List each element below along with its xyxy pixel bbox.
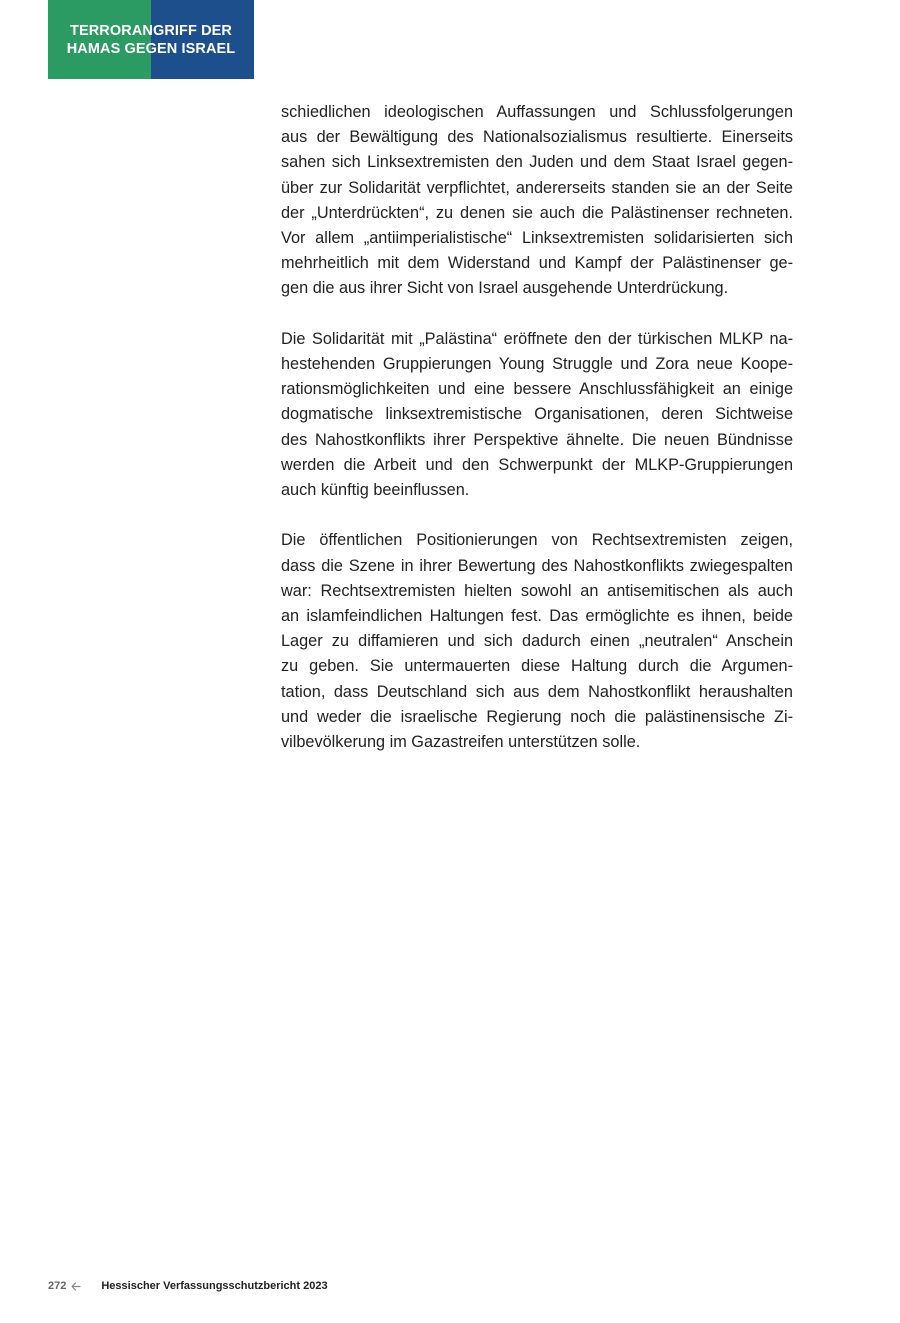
text-line: Die öffentlichen Positionierungen von Rechtsextremisten zeigen,: [281, 531, 793, 550]
paragraph-1: [281, 100, 793, 302]
text-line: Vor allem „antiimperialistische“ Linksextremisten solidarisierten sich: [281, 229, 793, 248]
text-line: an islamfeindlichen Haltungen fest. Das ermöglichte es ihnen, beide: [281, 607, 793, 626]
text-line: tation, dass Deutschland sich aus dem Nahostkonflikt heraushalten: [281, 682, 793, 701]
text-line: Die Solidarität mit „Palästina“ eröffnete den der türkischen MLKP na-: [281, 329, 793, 348]
text-line: hestehenden Gruppierungen Young Struggle und Zora neue Koope-: [281, 355, 793, 374]
report-title: Hessischer Verfassungsschutzbericht 2023: [101, 1280, 328, 1292]
text-line: über zur Solidarität verpflichtet, andererseits standen sie an der Seite: [281, 178, 793, 197]
paragraph-3: [281, 528, 793, 755]
paragraph-2: [281, 327, 793, 503]
page-footer: [48, 1278, 328, 1294]
text-line: dass die Szene in ihrer Bewertung des Nahostkonflikts zwiegespalten: [281, 556, 793, 575]
arrow-left-icon[interactable]: [71, 1282, 81, 1291]
text-line: gen die aus ihrer Sicht von Israel ausgehende Unterdrückung.: [281, 279, 729, 298]
text-line: und weder die israelische Regierung noch die palästinensische Zi-: [281, 707, 793, 726]
text-line: Lager zu diffamieren und sich dadurch einen „neutralen“ Anschein: [281, 632, 793, 651]
arrow-left-icon-glyph: [71, 1282, 81, 1291]
text-line: rationsmöglichkeiten und eine bessere Anschlussfähigkeit an einige: [281, 380, 793, 399]
text-line: sahen sich Linksextremisten den Juden und dem Staat Israel gegen-: [281, 153, 793, 172]
text-line: zu geben. Sie untermauerten diese Haltung durch die Argumen-: [281, 657, 793, 676]
text-line: war: Rechtsextremisten hielten sowohl an antisemitischen als auch: [281, 581, 793, 600]
chapter-title-line-1: TERRORANGRIFF DER: [70, 22, 232, 39]
text-line: werden die Arbeit und den Schwerpunkt der MLKP-Gruppierungen: [281, 455, 793, 474]
chapter-title-line-2: HAMAS GEGEN ISRAEL: [66, 40, 236, 57]
text-line: des Nahostkonflikts ihrer Perspektive ähnelte. Die neuen Bündnisse: [281, 430, 793, 449]
text-line: dogmatische linksextremistische Organisationen, deren Sichtweise: [281, 405, 793, 424]
text-line: mehrheitlich mit dem Widerstand und Kampf der Palästinenser ge-: [281, 254, 793, 273]
text-line: aus der Bewältigung des Nationalsozialismus resultierte. Einerseits: [281, 128, 793, 147]
text-line: vilbevölkerung im Gazastreifen unterstützen solle.: [281, 733, 641, 752]
page-number: 272: [48, 1280, 67, 1292]
chapter-tab: [48, 0, 254, 79]
text-line: auch künftig beeinflussen.: [281, 481, 470, 500]
text-line: der „Unterdrückten“, zu denen sie auch die Palästinenser rechneten.: [281, 203, 793, 222]
body-text: [281, 100, 793, 780]
text-line: schiedlichen ideologischen Auffassungen und Schlussfolgerungen: [281, 103, 793, 121]
